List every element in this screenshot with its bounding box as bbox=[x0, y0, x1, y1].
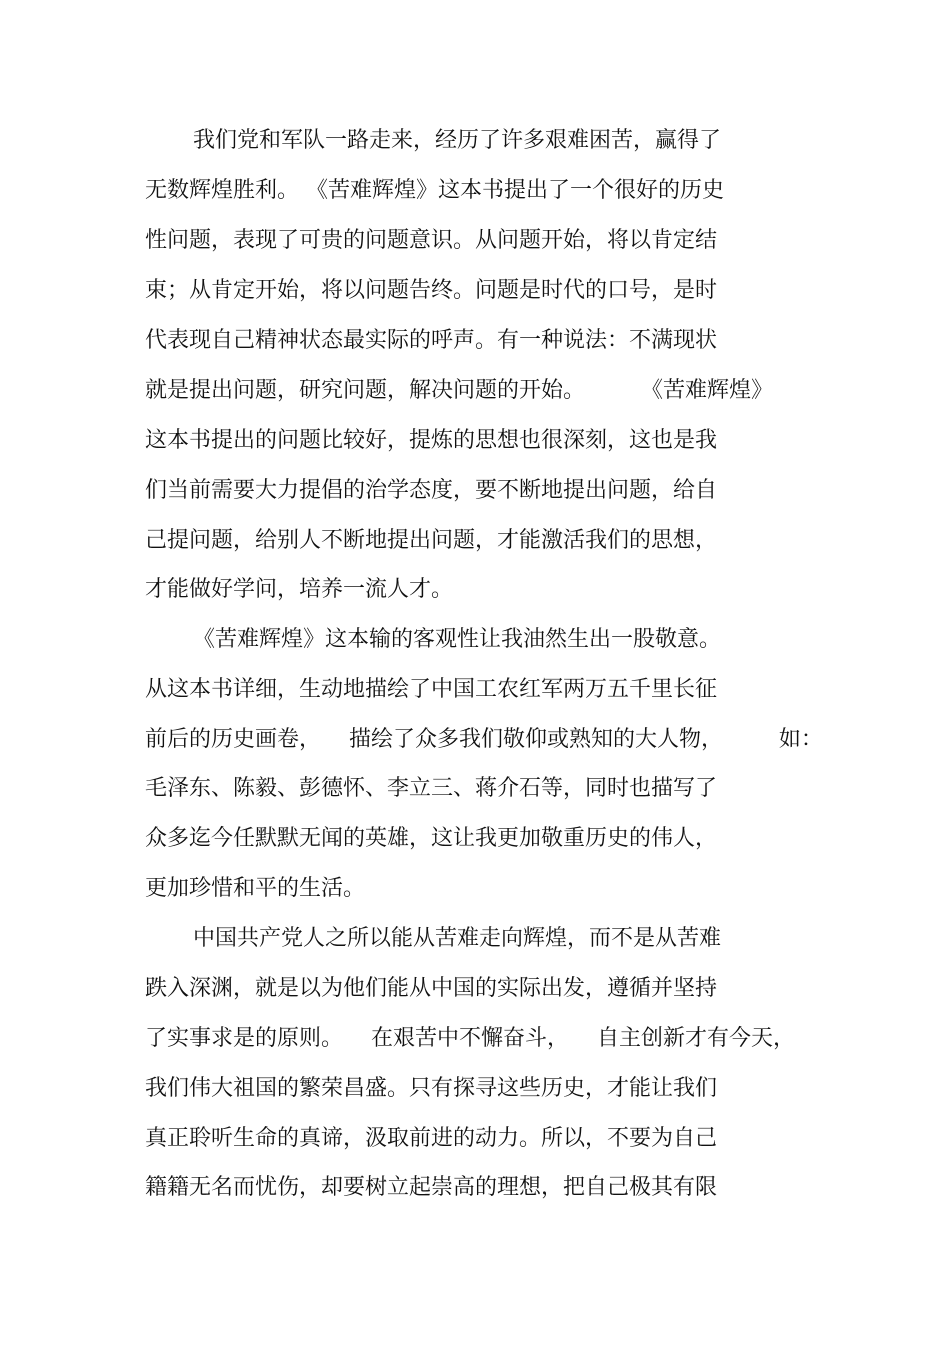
paragraph-1-line-3: 性问题，表现了可贵的问题意识。从问题开始，将以肯定结 bbox=[145, 228, 718, 253]
paragraph-3-line-4: 我们伟大祖国的繁荣昌盛。只有探寻这些历史，才能让我们 bbox=[145, 1076, 718, 1101]
paragraph-3-line-5: 真正聆听生命的真谛，汲取前进的动力。所以，不要为自己 bbox=[145, 1126, 718, 1151]
paragraph-2-line-1: 《苦难辉煌》这本输的客观性让我油然生出一股敬意。 bbox=[193, 627, 722, 652]
paragraph-1-line-9: 己提问题，给别人不断地提出问题，才能激活我们的思想， bbox=[145, 528, 718, 553]
paragraph-3-line-2: 跌入深渊，就是以为他们能从中国的实际出发，遵循并坚持 bbox=[145, 976, 718, 1001]
paragraph-1-line-6: 就是提出问题，研究问题，解决问题的开始。 《苦难辉煌》 bbox=[145, 378, 773, 403]
paragraph-3-line-1: 中国共产党人之所以能从苦难走向辉煌，而不是从苦难 bbox=[193, 926, 722, 951]
paragraph-2-line-3: 前后的历史画卷， 描绘了众多我们敬仰或熟知的大人物， 如： bbox=[145, 727, 823, 752]
paragraph-1-line-2: 无数辉煌胜利。 《苦难辉煌》这本书提出了一个很好的历史 bbox=[145, 178, 724, 203]
paragraph-1-line-7: 这本书提出的问题比较好，提炼的思想也很深刻，这也是我 bbox=[145, 428, 718, 453]
paragraph-2-line-5: 众多迄今任默默无闻的英雄，这让我更加敬重历史的伟人， bbox=[145, 826, 718, 851]
paragraph-1-line-5: 代表现自己精神状态最实际的呼声。有一种说法：不满现状 bbox=[145, 328, 718, 353]
paragraph-1-line-1: 我们党和军队一路走来，经历了许多艰难困苦，赢得了 bbox=[193, 128, 722, 153]
paragraph-2-line-2: 从这本书详细，生动地描绘了中国工农红军两万五千里长征 bbox=[145, 677, 718, 702]
paragraph-3-line-3: 了实事求是的原则。 在艰苦中不懈奋斗， 自主创新才有今天， bbox=[145, 1026, 795, 1051]
paragraph-3-line-6: 籍籍无名而忧伤，却要树立起崇高的理想，把自己极其有限 bbox=[145, 1175, 718, 1200]
paragraph-2-line-4: 毛泽东、陈毅、彭德怀、李立三、蒋介石等，同时也描写了 bbox=[145, 776, 718, 801]
paragraph-1-line-10: 才能做好学问，培养一流人才。 bbox=[145, 577, 454, 602]
paragraph-2-line-6: 更加珍惜和平的生活。 bbox=[145, 876, 366, 901]
paragraph-1-line-8: 们当前需要大力提倡的治学态度，要不断地提出问题，给自 bbox=[145, 478, 718, 503]
paragraph-1-line-4: 束；从肯定开始，将以问题告终。问题是时代的口号，是时 bbox=[145, 278, 718, 303]
